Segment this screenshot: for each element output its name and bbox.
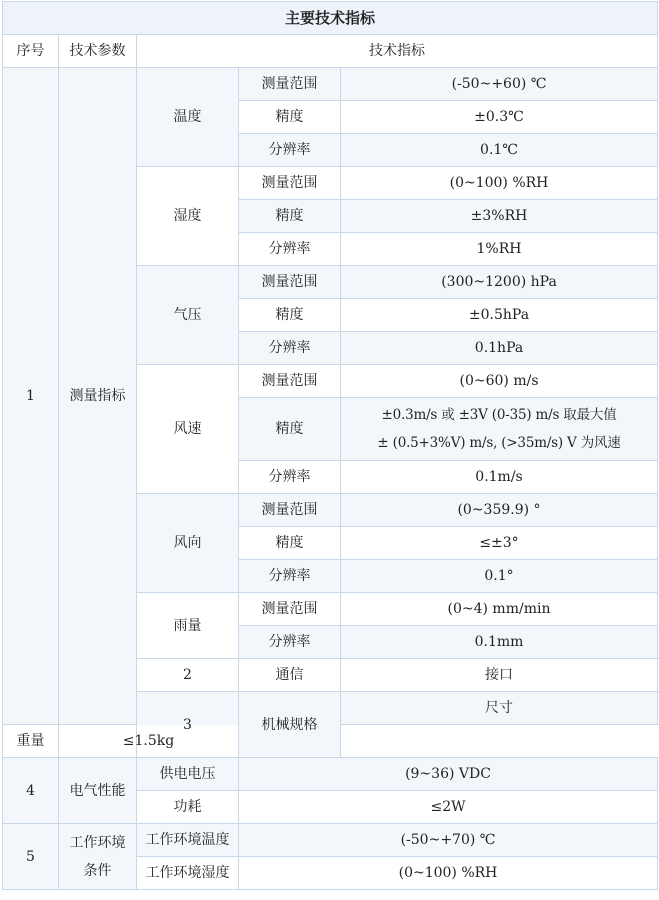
table-row <box>3 758 658 791</box>
wind-direction-precision-label: 精度 <box>239 527 341 560</box>
wind-speed-precision-value <box>341 398 658 461</box>
temperature-precision-label: 精度 <box>239 101 341 134</box>
pressure-range-label: 测量范围 <box>239 266 341 299</box>
header-no: 序号 <box>3 35 59 68</box>
env-hum-label: 工作环境湿度 <box>137 857 239 890</box>
wind-speed-precision-line2: ± (0.5+3%V) m/s, (>35m/s) V 为风速 <box>377 435 621 451</box>
temperature-resolution-label: 分辨率 <box>239 134 341 167</box>
temperature-name: 温度 <box>137 68 239 167</box>
table-title: 主要技术指标 <box>3 2 658 35</box>
group4-no: 4 <box>3 758 59 824</box>
env-temp-value: (-50~+70) ℃ <box>239 824 658 857</box>
wind-direction-range-value: (0~359.9) ° <box>341 494 658 527</box>
group5-name-line1: 工作环境 <box>69 834 126 851</box>
group5-name <box>59 824 137 890</box>
power-label: 功耗 <box>137 791 239 824</box>
supply-value: (9~36) VDC <box>239 758 658 791</box>
pressure-resolution-label: 分辨率 <box>239 332 341 365</box>
pressure-precision-value: ±0.5hPa <box>341 299 658 332</box>
pressure-resolution-value: 0.1hPa <box>341 332 658 365</box>
power-value: ≤2W <box>239 791 658 824</box>
spec-table <box>2 1 658 890</box>
header-spec: 技术指标 <box>137 35 658 68</box>
rainfall-range-value: (0~4) mm/min <box>341 593 658 626</box>
temperature-range-label: 测量范围 <box>239 68 341 101</box>
humidity-precision-value: ±3%RH <box>341 200 658 233</box>
group3-name: 机械规格 <box>239 692 341 758</box>
temperature-resolution-value: 0.1℃ <box>341 134 658 167</box>
group5-name-line2: 条件 <box>83 862 112 879</box>
env-hum-value: (0~100) %RH <box>239 857 658 890</box>
rainfall-range-label: 测量范围 <box>239 593 341 626</box>
pressure-range-value: (300~1200) hPa <box>341 266 658 299</box>
temperature-range-value: (-50~+60) ℃ <box>341 68 658 101</box>
humidity-precision-label: 精度 <box>239 200 341 233</box>
humidity-name: 湿度 <box>137 167 239 266</box>
header-row <box>3 35 658 68</box>
wind-speed-name: 风速 <box>137 365 239 494</box>
wind-direction-range-label: 测量范围 <box>239 494 341 527</box>
interface-label: 接口 <box>341 659 658 692</box>
pressure-name: 气压 <box>137 266 239 365</box>
rainfall-resolution-label: 分辨率 <box>239 626 341 659</box>
wind-speed-range-value: (0~60) m/s <box>341 365 658 398</box>
wind-speed-range-label: 测量范围 <box>239 365 341 398</box>
table-row <box>3 68 658 101</box>
wind-direction-name: 风向 <box>137 494 239 593</box>
group1-no: 1 <box>3 68 59 725</box>
wind-speed-precision-label: 精度 <box>239 398 341 461</box>
humidity-resolution-label: 分辨率 <box>239 233 341 266</box>
table-row <box>3 824 658 857</box>
rainfall-resolution-value: 0.1mm <box>341 626 658 659</box>
humidity-range-label: 测量范围 <box>239 167 341 200</box>
weight-value: ≤1.5kg <box>59 725 239 758</box>
pressure-precision-label: 精度 <box>239 299 341 332</box>
rainfall-name: 雨量 <box>137 593 239 659</box>
group3-no: 3 <box>137 692 239 758</box>
wind-direction-resolution-value: 0.1° <box>341 560 658 593</box>
title-row <box>3 2 658 35</box>
temperature-precision-value: ±0.3℃ <box>341 101 658 134</box>
group2-name: 通信 <box>239 659 341 692</box>
wind-speed-resolution-value: 0.1m/s <box>341 461 658 494</box>
supply-label: 供电电压 <box>137 758 239 791</box>
wind-direction-precision-value: ≤±3° <box>341 527 658 560</box>
group4-name: 电气性能 <box>59 758 137 824</box>
weight-label: 重量 <box>3 725 59 758</box>
humidity-range-value: (0~100) %RH <box>341 167 658 200</box>
header-param: 技术参数 <box>59 35 137 68</box>
group5-no: 5 <box>3 824 59 890</box>
wind-direction-resolution-label: 分辨率 <box>239 560 341 593</box>
wind-speed-precision-line1: ±0.3m/s 或 ±3V (0-35) m/s 取最大值 <box>381 407 617 423</box>
group1-name: 测量指标 <box>59 68 137 725</box>
group2-no: 2 <box>137 659 239 692</box>
env-temp-label: 工作环境温度 <box>137 824 239 857</box>
wind-speed-resolution-label: 分辨率 <box>239 461 341 494</box>
humidity-resolution-value: 1%RH <box>341 233 658 266</box>
size-label: 尺寸 <box>341 692 658 725</box>
